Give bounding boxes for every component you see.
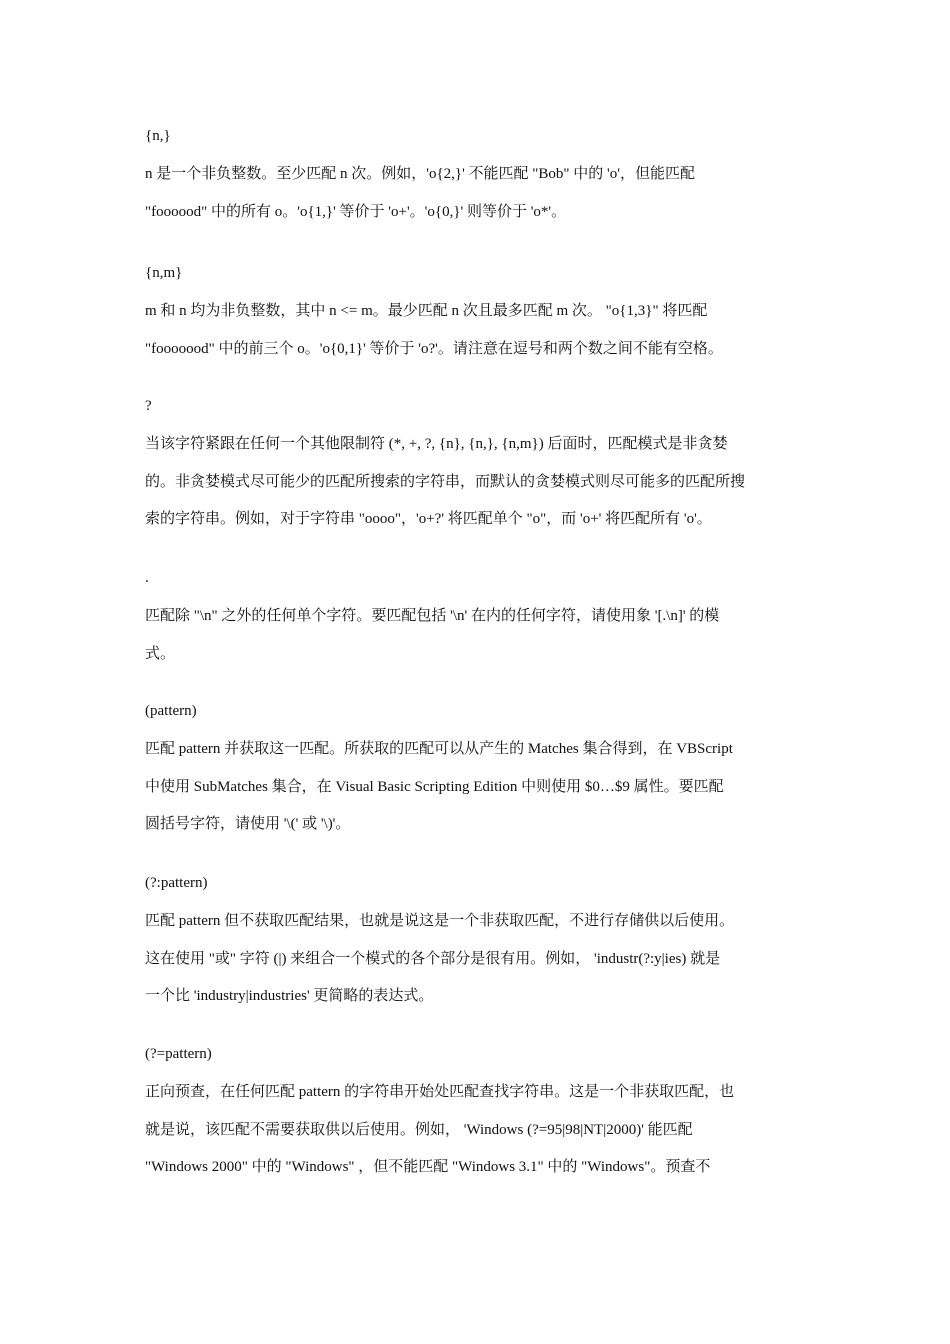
term-heading: {n,m} bbox=[145, 265, 183, 281]
description-line: 当该字符紧跟在任何一个其他限制符 (*, +, ?, {n}, {n,}, {n,m}) 后面时，匹配模式是非贪婪 bbox=[145, 436, 728, 452]
description-line: m 和 n 均为非负整数，其中 n <= m。最少匹配 n 次且最多匹配 m 次。 "o{1,3}" 将匹配 bbox=[145, 303, 708, 319]
entry-dot bbox=[145, 568, 807, 673]
description-line: 匹配 pattern 但不获取匹配结果，也就是说这是一个非获取匹配，不进行存储供以后使用。 bbox=[145, 913, 735, 929]
term-heading: {n,} bbox=[145, 128, 171, 144]
entry-question-mark bbox=[145, 396, 807, 539]
term-description bbox=[145, 1074, 807, 1187]
term-heading: (pattern) bbox=[145, 703, 197, 719]
description-line: 这在使用 "或" 字符 (|) 来组合一个模式的各个部分是很有用。例如， 'industr(?:y|ies) 就是 bbox=[145, 950, 721, 967]
term-description bbox=[145, 598, 807, 673]
description-line: 索的字符串。例如，对于字符串 "oooo"，'o+?' 将匹配单个 "o"，而 'o+' 将匹配所有 'o'。 bbox=[145, 511, 712, 527]
entry-non-capturing-pattern bbox=[145, 873, 807, 1016]
entry-n-comma bbox=[145, 126, 807, 231]
description-line: 匹配除 "\n" 之外的任何单个字符。要匹配包括 '\n' 在内的任何字符，请使用象 '[.\n]' 的模 bbox=[145, 608, 720, 624]
description-line: n 是一个非负整数。至少匹配 n 次。例如，'o{2,}' 不能匹配 "Bob" 中的 'o'，但能匹配 bbox=[145, 166, 695, 182]
term-heading: ? bbox=[145, 398, 152, 414]
description-line: 就是说，该匹配不需要获取供以后使用。例如， 'Windows (?=95|98|NT|2000)' 能匹配 bbox=[145, 1121, 693, 1138]
term-heading: (?:pattern) bbox=[145, 875, 208, 891]
entry-lookahead-pattern bbox=[145, 1044, 807, 1187]
term-description bbox=[145, 293, 807, 368]
term-description bbox=[145, 903, 807, 1016]
term-description bbox=[145, 426, 807, 539]
term-heading: (?=pattern) bbox=[145, 1046, 212, 1062]
entry-n-m bbox=[145, 263, 807, 368]
description-line: "fooooood" 中的前三个 o。'o{0,1}' 等价于 'o?'。请注意在逗号和两个数之间不能有空格。 bbox=[145, 340, 723, 357]
description-line: 一个比 'industry|industries' 更简略的表达式。 bbox=[145, 988, 434, 1004]
term-description bbox=[145, 731, 807, 844]
description-line: "Windows 2000" 中的 "Windows" ，但不能匹配 "Windows 3.1" 中的 "Windows"。预查不 bbox=[145, 1159, 711, 1175]
description-line: 中使用 SubMatches 集合，在 Visual Basic Scripting Edition 中则使用 $0…$9 属性。要匹配 bbox=[145, 778, 724, 795]
description-line: 圆括号字符，请使用 '\(' 或 '\)'。 bbox=[145, 816, 351, 832]
description-line: 的。非贪婪模式尽可能少的匹配所搜索的字符串，而默认的贪婪模式则尽可能多的匹配所搜 bbox=[145, 473, 746, 490]
entry-pattern bbox=[145, 701, 807, 844]
description-line: 式。 bbox=[145, 645, 176, 662]
term-description bbox=[145, 156, 807, 231]
description-line: 匹配 pattern 并获取这一匹配。所获取的匹配可以从产生的 Matches 集合得到，在 VBScript bbox=[145, 741, 733, 757]
term-heading: . bbox=[145, 570, 149, 586]
description-line: 正向预查，在任何匹配 pattern 的字符串开始处匹配查找字符串。这是一个非获取匹配，也 bbox=[145, 1084, 735, 1100]
description-line: "foooood" 中的所有 o。'o{1,}' 等价于 'o+'。'o{0,}' 则等价于 'o*'。 bbox=[145, 203, 567, 220]
